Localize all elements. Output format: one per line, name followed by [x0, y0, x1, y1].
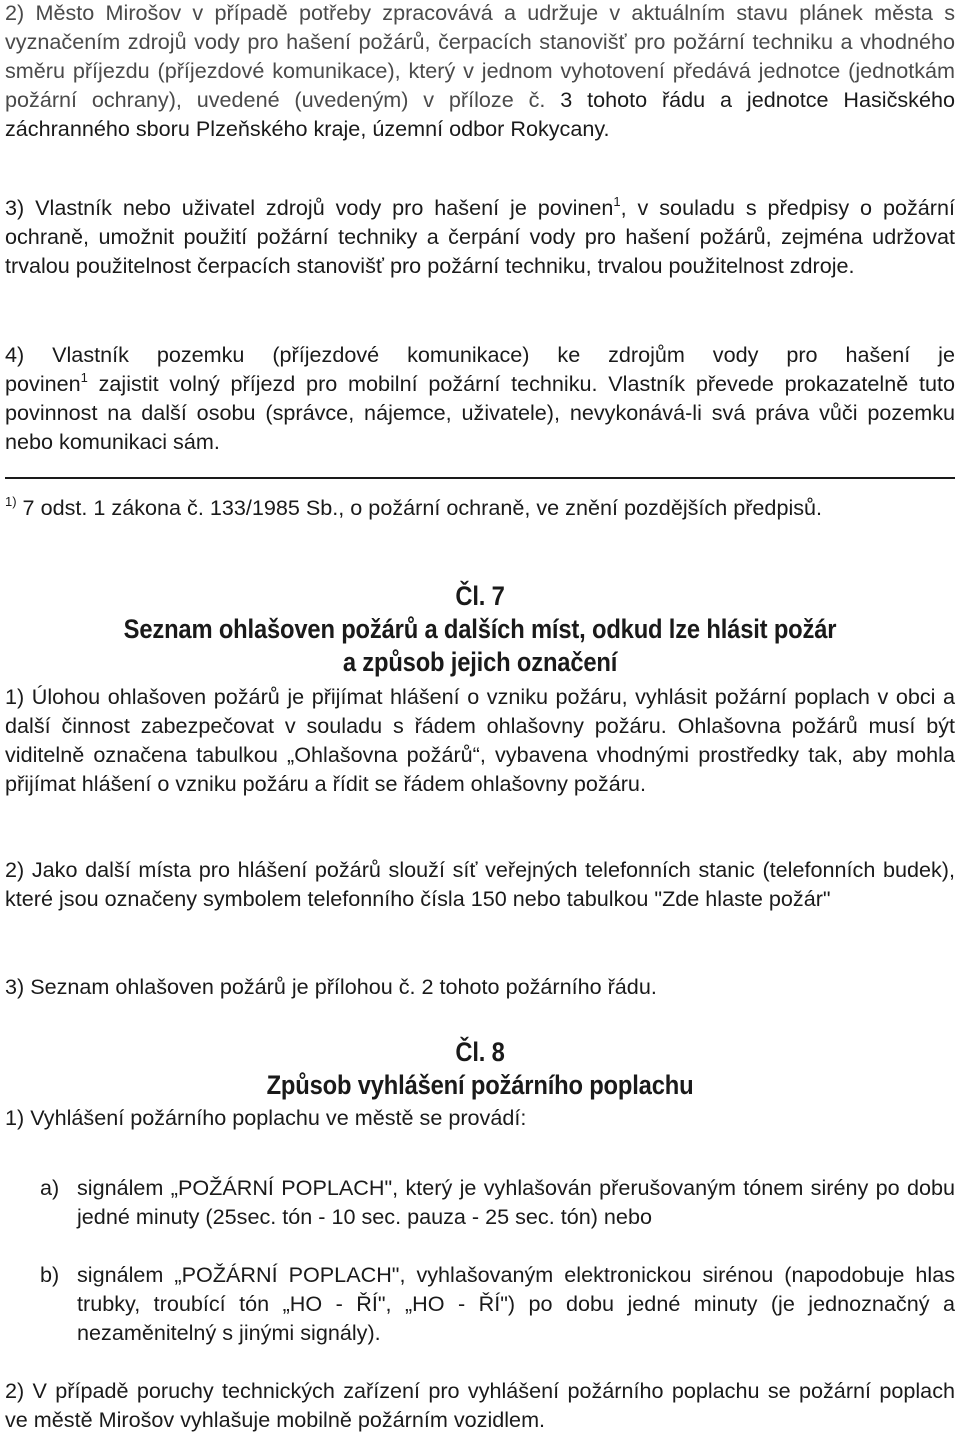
- article8-heading: [5, 1036, 955, 1102]
- list-item-b: [5, 1260, 955, 1347]
- footnote-divider: [5, 477, 955, 479]
- list-marker-b: b): [40, 1262, 60, 1287]
- article6-paragraph-4: [5, 340, 955, 456]
- paragraph-4-rest: [5, 369, 955, 456]
- article7-paragraph-2: 2) Jako další místa pro hlášení požárů slouží síť veřejných telefonních stanic (telefonních budek), které jsou označeny symbolem telefonního čísla 150 nebo tabulkou "Zde hlaste požár": [5, 857, 955, 911]
- article8-number: Čl. 8: [455, 1037, 505, 1067]
- article6-paragraph-3: [5, 193, 955, 280]
- footnote-reference: 1: [80, 370, 88, 385]
- footnote: [5, 493, 955, 522]
- footnote-marker: 1): [5, 494, 17, 509]
- article7-number: Čl. 7: [455, 581, 505, 611]
- article8-title: Způsob vyhlášení požárního poplachu: [266, 1070, 694, 1100]
- article7-paragraph-3: 3) Seznam ohlašoven požárů je přílohou č. 2 tohoto požárního řádu.: [5, 974, 657, 999]
- paragraph-2-text: 3 tohoto řádu a jednotce Hasičského záchranného sboru Plzeňského kraje, územní odbor Rokycany.: [5, 87, 955, 141]
- paragraph-3-text-start: 3) Vlastník nebo uživatel zdrojů vody pro hašení je povinen: [5, 195, 614, 220]
- article8-paragraph-2: 2) V případě poruchy technických zařízení pro vyhlášení požárního poplachu se požární poplach ve městě Mirošov vyhlašuje mobilně požárním vozidlem.: [5, 1378, 955, 1432]
- paragraph-2-text-grey: 2) Město Mirošov v případě potřeby zpracovává a udržuje v aktuálním stavu plánek města s vyznačením zdrojů vody pro hašení požárů, čerpacích stanovišť pro požární techniku a vhodného směru příjezdu (příjezdové komunikace), který v jednom vyhotovení předává jednotce (jednotkám požární ochrany), uvedené (uvedeným) v příloze č.: [5, 0, 955, 112]
- list-text-b: signálem „POŽÁRNÍ POPLACH", vyhlašovaným elektronickou sirénou (napodobuje hlas trubky, troubící tón „HO - ŘÍ", „HO - ŘÍ") po dobu jedné minuty (je jednoznačný a nezaměnitelný s jinými signály).: [77, 1262, 955, 1345]
- article6-paragraph-2: [5, 0, 955, 143]
- list-marker-a: a): [40, 1175, 60, 1200]
- article7-heading: [5, 580, 955, 679]
- list-item-a: [5, 1173, 955, 1231]
- paragraph-3-text-end: , v souladu s předpisy o požární ochraně, umožnit použití požární techniky a čerpání vody pro hašení požárů, zejména udržovat trvalou použitelnost čerpacích stanovišť pro požární techniku, trvalou použitelnost zdroje.: [5, 195, 956, 278]
- list-text-a: signálem „POŽÁRNÍ POPLACH", který je vyhlašován přerušovaným tónem sirény po dobu jedné minuty (25sec. tón - 10 sec. pauza - 25 sec. tón) nebo: [77, 1175, 955, 1229]
- paragraph-4-line-1: 4) Vlastník pozemku (příjezdové komunikace) ke zdrojům vody pro hašení je: [5, 342, 955, 367]
- article7-paragraph-1: 1) Úlohou ohlašoven požárů je přijímat hlášení o vzniku požáru, vyhlásit požární poplach v obci a další činnost zabezpečovat v souladu s řádem ohlašovny požáru. Ohlašovna požárů musí být viditelně označena tabulkou „Ohlašovna požárů“, vybavena vhodnými prostředky tak, aby mohla přijímat hlášení o vzniku požáru a řídit se řádem ohlašovny požáru.: [5, 684, 955, 796]
- article8-paragraph-1: 1) Vyhlášení požárního poplachu ve městě se provádí:: [5, 1105, 527, 1130]
- paragraph-4-text-end: zajistit volný příjezd pro mobilní požární techniku. Vlastník převede prokazatelně tuto povinnost na další osobu (správce, nájemce, uživatele), nevykonává-li svá práva vůči pozemku nebo komunikaci sám.: [5, 371, 955, 454]
- paragraph-4-text-start: povinen: [5, 371, 81, 396]
- article7-title-line-2: a způsob jejich označení: [342, 647, 618, 677]
- footnote-text: 7 odst. 1 zákona č. 133/1985 Sb., o požární ochraně, ve znění pozdějších předpisů.: [16, 495, 823, 520]
- footnote-reference: 1: [613, 194, 621, 209]
- article7-title-line-1: Seznam ohlašoven požárů a dalších míst, odkud lze hlásit požár: [123, 614, 837, 644]
